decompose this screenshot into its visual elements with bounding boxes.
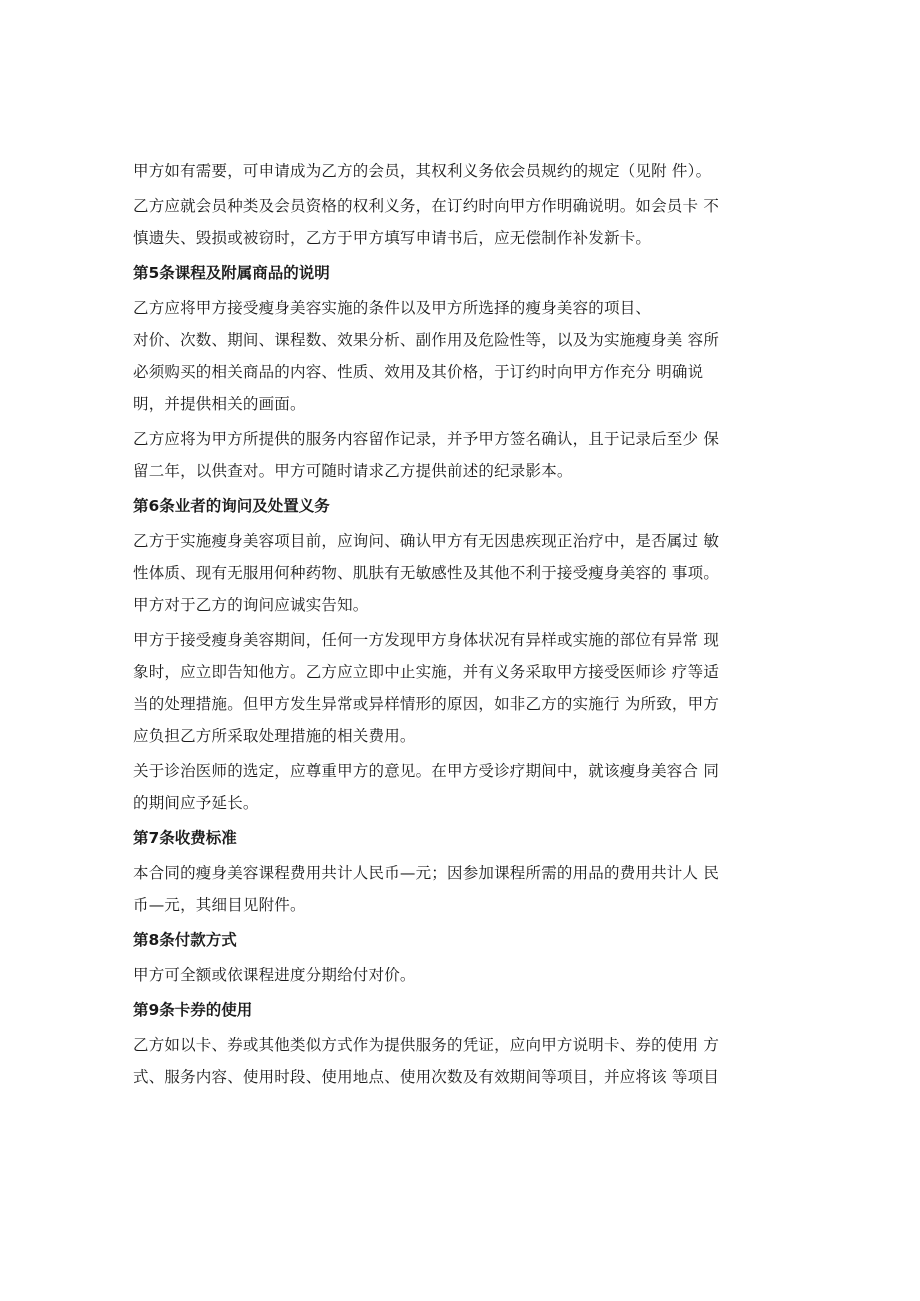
paragraph-line: 乙方于实施瘦身美容项目前，应询问、确认甲方有无因患疾现正治疗中，是否属过 敏 xyxy=(133,532,720,550)
paragraph-line: 当的处理措施。但甲方发生异常或异样情形的原因，如非乙方的实施行 为所致，甲方 xyxy=(133,695,720,713)
paragraph-line: 必须购买的相关商品的内容、性质、效用及其价格，于订约时向甲方作充分 明确说 xyxy=(133,363,704,381)
paragraph-line: 象时，应立即告知他方。乙方应立即中止实施，并有义务采取甲方接受医师诊 疗等适 xyxy=(133,663,720,681)
paragraph-line: 留二年，以供查对。甲方可随时请求乙方提供前述的纪录影本。 xyxy=(133,462,573,480)
paragraph-line: 乙方应将甲方接受瘦身美容实施的条件以及甲方所选择的瘦身美容的项目、 xyxy=(133,299,652,317)
paragraph-line: 本合同的瘦身美容课程费用共计人民币—元；因参加课程所需的用品的费用共计人 民 xyxy=(133,864,720,882)
paragraph-line: 乙方应就会员种类及会员资格的权利义务，在订约时向甲方作明确说明。如会员卡 不 xyxy=(133,197,720,215)
paragraph-line: 乙方如以卡、券或其他类似方式作为提供服务的凭证，应向甲方说明卡、券的使用 方 xyxy=(133,1036,720,1054)
paragraph-line: 慎遗失、毁损或被窃时，乙方于甲方填写申请书后，应无偿制作补发新卡。 xyxy=(133,229,652,247)
section-heading-7: 第7条收费标准 xyxy=(133,829,237,847)
paragraph-line: 乙方应将为甲方所提供的服务内容留作记录，并予甲方签名确认，且于记录后至少 保 xyxy=(133,430,720,448)
section-heading-5: 第5条课程及附属商品的说明 xyxy=(133,264,330,282)
paragraph-line: 币—元，其细目见附件。 xyxy=(133,896,306,914)
paragraph-line: 明，并提供相关的画面。 xyxy=(133,395,306,413)
paragraph-line: 的期间应予延长。 xyxy=(133,794,259,812)
section-heading-8: 第8条付款方式 xyxy=(133,931,237,949)
paragraph-line: 性体质、现有无服用何种药物、肌肤有无敏感性及其他不利于接受瘦身美容的 事项。 xyxy=(133,564,720,582)
paragraph-line: 关于诊治医师的选定，应尊重甲方的意见。在甲方受诊疗期间中，就该瘦身美容合 同 xyxy=(133,762,720,780)
paragraph-line: 甲方对于乙方的询问应诚实告知。 xyxy=(133,596,369,614)
document-page xyxy=(133,155,778,1093)
paragraph-line: 甲方如有需要，可申请成为乙方的会员，其权利义务依会员规约的规定（见附 件）。 xyxy=(133,162,712,180)
paragraph-line: 式、服务内容、使用时段、使用地点、使用次数及有效期间等项目，并应将该 等项目 xyxy=(133,1068,720,1086)
paragraph-line: 甲方可全额或依课程进度分期给付对价。 xyxy=(133,966,416,984)
paragraph-line: 甲方于接受瘦身美容期间，任何一方发现甲方身体状况有异样或实施的部位有异常 现 xyxy=(133,631,720,649)
section-heading-9: 第9条卡券的使用 xyxy=(133,1001,253,1019)
paragraph-line: 对价、次数、期间、课程数、效果分析、副作用及危险性等，以及为实施瘦身美 容所 xyxy=(133,331,720,349)
section-heading-6: 第6条业者的询问及处置义务 xyxy=(133,497,330,515)
paragraph-line: 应负担乙方所采取处理措施的相关费用。 xyxy=(133,727,416,745)
